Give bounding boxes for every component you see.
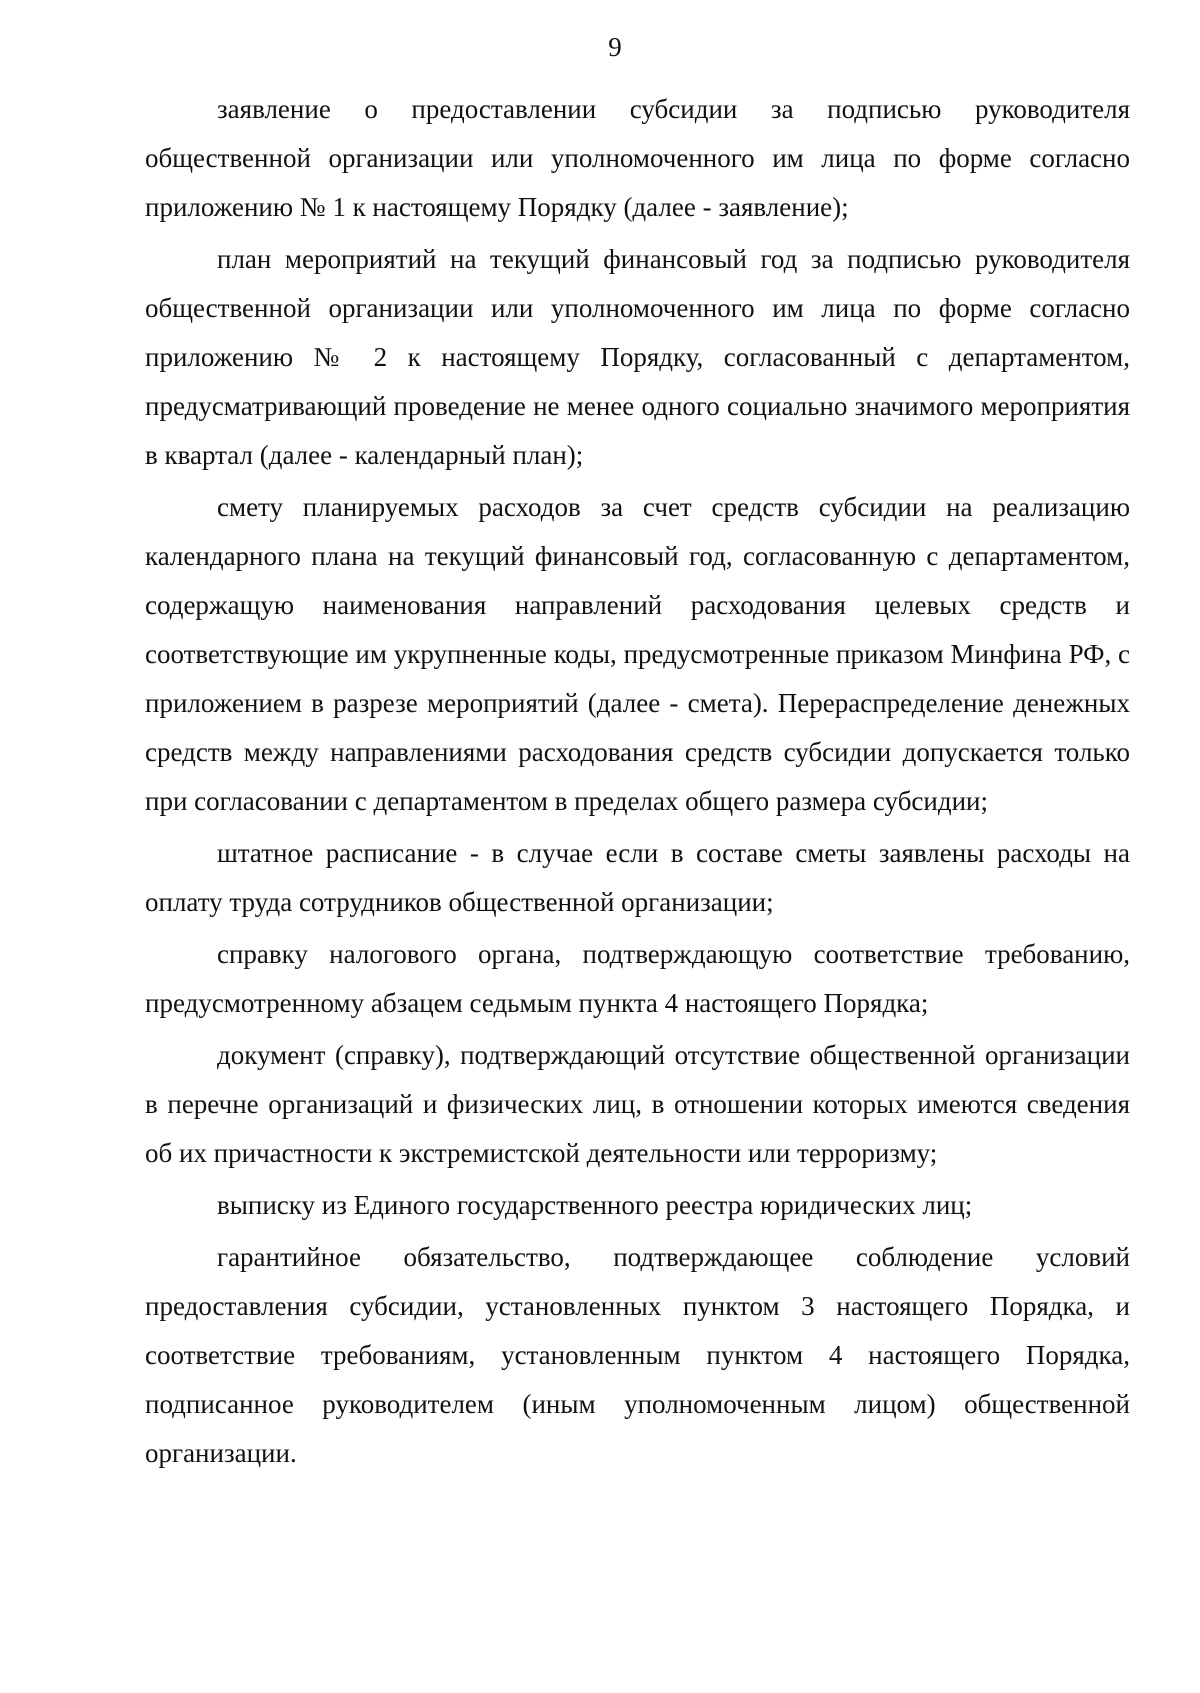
paragraph-extremism-certificate: документ (справку), подтверждающий отсутствие общественной организации в перечне организаций и физических лиц, в отношении которых имеются сведения об их причастности к экстремистской деятельности или терроризму; <box>145 1040 1130 1168</box>
paragraph-expense-estimate: смету планируемых расходов за счет средств субсидии на реализацию календарного плана на текущий финансовый год, согласованную с департаментом, содержащую наименования направлений расходования целевых средств и соответствующие им укрупненные коды, предусмотренные приказом Минфина РФ, с приложением в разрезе мероприятий (далее - смета). Перераспределение денежных средств между направлениями расходования средств субсидии допускается только при согласовании с департаментом в пределах общего размера субсидии; <box>145 492 1130 816</box>
paragraph-tax-certificate: справку налогового органа, подтверждающую соответствие требованию, предусмотренному абзацем седьмым пункта 4 настоящего Порядка; <box>145 939 1130 1018</box>
document-body <box>145 85 1130 1481</box>
paragraph-guarantee-obligation: гарантийное обязательство, подтверждающее соблюдение условий предоставления субсидии, установленных пунктом 3 настоящего Порядка, и соответствие требованиям, установленным пунктом 4 настоящего Порядка, подписанное руководителем (иным уполномоченным лицом) общественной организации. <box>145 1242 1130 1468</box>
page-number: 9 <box>608 32 622 62</box>
paragraph-application: заявление о предоставлении субсидии за подписью руководителя общественной организации или уполномоченного им лица по форме согласно приложению № 1 к настоящему Порядку (далее - заявление); <box>145 94 1130 222</box>
paragraph-event-plan: план мероприятий на текущий финансовый год за подписью руководителя общественной организации или уполномоченного им лица по форме согласно приложению № 2 к настоящему Порядку, согласованный с департаментом, предусматривающий проведение не менее одного социально значимого мероприятия в квартал (далее - календарный план); <box>145 244 1130 470</box>
paragraph-staff-schedule: штатное расписание - в случае если в составе сметы заявлены расходы на оплату труда сотрудников общественной организации; <box>145 838 1130 917</box>
paragraph-registry-extract: выписку из Единого государственного реестра юридических лиц; <box>217 1190 973 1220</box>
